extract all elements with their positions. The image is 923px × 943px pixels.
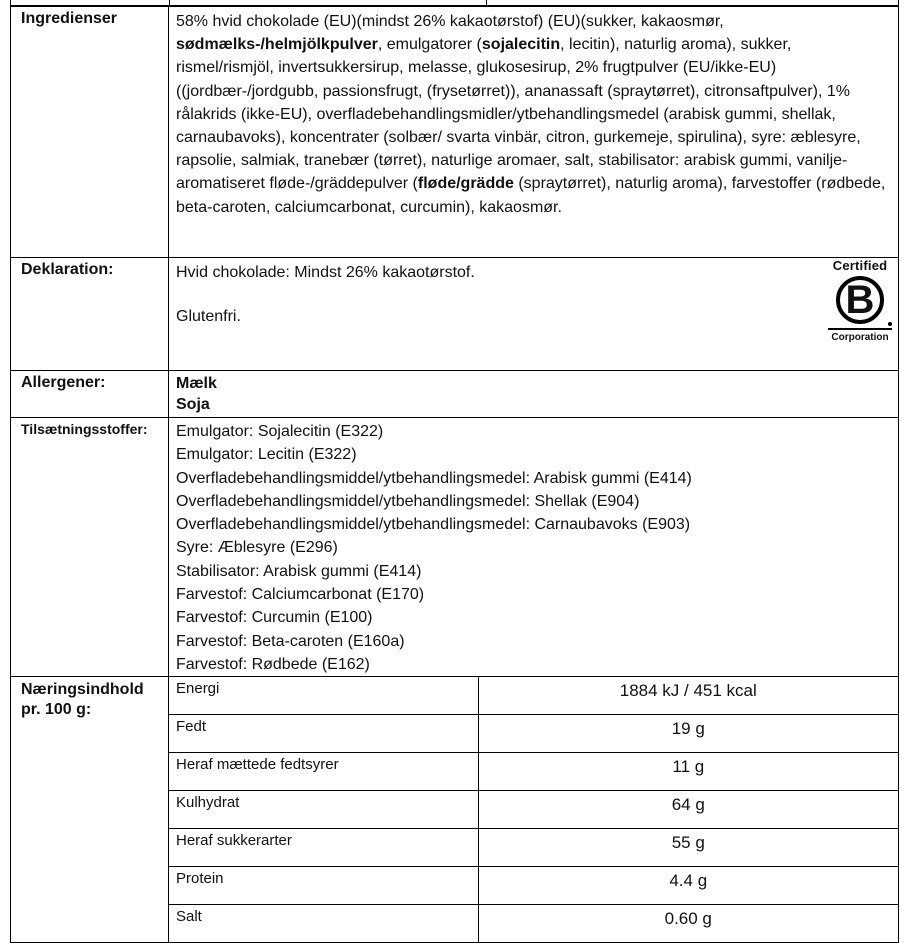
ingredient-text-segment: 58% hvid chokolade (EU)(mindst 26% kakaotørstof) (EU)(sukker, kakaosmør, [176, 13, 724, 30]
product-info-table [10, 6, 899, 943]
nutrient-value: 4.4 g [478, 867, 898, 905]
nutrition-table [169, 677, 898, 942]
b-corp-certified-logo [827, 259, 893, 344]
nutrition-table-row [169, 867, 898, 905]
additive-item: Farvestof: Rødbede (E162) [176, 655, 370, 673]
nutrient-name: Fedt [169, 715, 478, 753]
declaration-line: Hvid chokolade: Mindst 26% kakaotørstof. [176, 264, 475, 281]
ingredients-row [11, 7, 899, 258]
gluten-free-line: Glutenfri. [176, 308, 241, 326]
ingredient-allergen-bold: sojalecitin [481, 36, 561, 54]
additive-item: Syre: Æblesyre (E296) [176, 539, 338, 557]
ingredient-text-segment: (spraytørret), naturlig aroma), farvestoffer (rødbede, beta-caroten, calciumcarbonat, curcumin), kakaosmør. [176, 175, 886, 216]
additives-row [11, 418, 899, 677]
allergen-item: Soja [176, 396, 210, 413]
nutrient-value: 1884 kJ / 451 kcal [478, 677, 898, 715]
additive-item: Overfladebehandlingsmiddel/ytbehandlingsmedel: Arabisk gummi (E414) [176, 469, 692, 487]
column-divider [169, 0, 170, 5]
ingredient-text-segment: , emulgatorer ( [377, 36, 482, 54]
additive-item: Overfladebehandlingsmiddel/ytbehandlingsmedel: Carnaubavoks (E903) [176, 516, 691, 534]
nutrition-table-row [169, 829, 898, 867]
nutrition-table-row [169, 753, 898, 791]
nutrition-table-row [169, 677, 898, 715]
additive-item: Emulgator: Sojalecitin (E322) [176, 423, 384, 440]
logo-certified-text: Certified [832, 258, 888, 273]
additives-label: Tilsætningsstoffer: [11, 418, 169, 677]
logo-rule [828, 328, 892, 330]
nutrition-table-row [169, 715, 898, 753]
allergens-row [11, 371, 899, 418]
additive-list [169, 418, 898, 676]
nutrient-value: 64 g [478, 791, 898, 829]
nutrient-name: Protein [169, 867, 478, 905]
declaration-text [169, 258, 898, 328]
logo-corporation-text: Corporation [831, 332, 889, 343]
nutrient-name: Energi [169, 677, 478, 715]
ingredient-text-segment: , lecitin), naturlig aroma), sukker, rismel/rismjöl, invertsukkersirup, melasse, glukosesirup, 2% frugtpulver (EU/ikke-EU) ((jordbær-/jordgubb, passionsfrugt, (frysetørret)), ananassaft (spraytørret), citronsaftpulver), 1% rålakrids (ikke-EU), overfladebehandlingsmidler/ytbehandlingsmedel (arabisk gummi, shellak, carnaubavoks), koncentrater (solbær/ svarta vinbär, citron, gurkemeje, spirulina), syre: æblesyre, rapsolie, salmiak, tranebær (tørret), naturlige aromaer, salt, stabilisator: arabisk gummi, vanilje- aromatiseret fløde-/gräddepulver ( [176, 36, 861, 193]
ingredients-text [169, 7, 898, 219]
additive-item: Overfladebehandlingsmiddel/ytbehandlingsmedel: Shellak (E904) [176, 492, 640, 510]
nutrition-label: Næringsindhold pr. 100 g: [11, 677, 169, 943]
nutrient-name: Heraf sukkerarter [169, 829, 478, 867]
declaration-label: Deklaration: [11, 258, 169, 371]
nutrient-name: Kulhydrat [169, 791, 478, 829]
additive-item: Farvestof: Calciumcarbonat (E170) [176, 586, 425, 604]
nutrition-table-row [169, 905, 898, 943]
ingredients-label: Ingredienser [11, 7, 169, 258]
b-letter-icon: B [836, 276, 884, 324]
column-divider [486, 0, 487, 5]
additive-item: Farvestof: Beta-caroten (E160a) [176, 632, 405, 650]
additive-item: Emulgator: Lecitin (E322) [176, 446, 357, 464]
additive-item: Stabilisator: Arabisk gummi (E414) [176, 562, 422, 580]
nutrient-value: 11 g [478, 753, 898, 791]
additive-item: Farvestof: Curcumin (E100) [176, 609, 373, 627]
nutrition-table-row [169, 791, 898, 829]
allergens-label: Allergener: [11, 371, 169, 418]
allergen-item: Mælk [176, 375, 217, 392]
ingredient-allergen-bold: sødmælks-/helmjölkpulver [176, 36, 378, 54]
nutrient-name: Salt [169, 905, 478, 943]
nutrition-row [11, 677, 899, 943]
nutrient-name: Heraf mættede fedtsyrer [169, 753, 478, 791]
nutrient-value: 19 g [478, 715, 898, 753]
nutrient-value: 55 g [478, 829, 898, 867]
ingredient-allergen-bold: fløde/grädde [417, 175, 514, 193]
nutrient-value: 0.60 g [478, 905, 898, 943]
declaration-row [11, 258, 899, 371]
